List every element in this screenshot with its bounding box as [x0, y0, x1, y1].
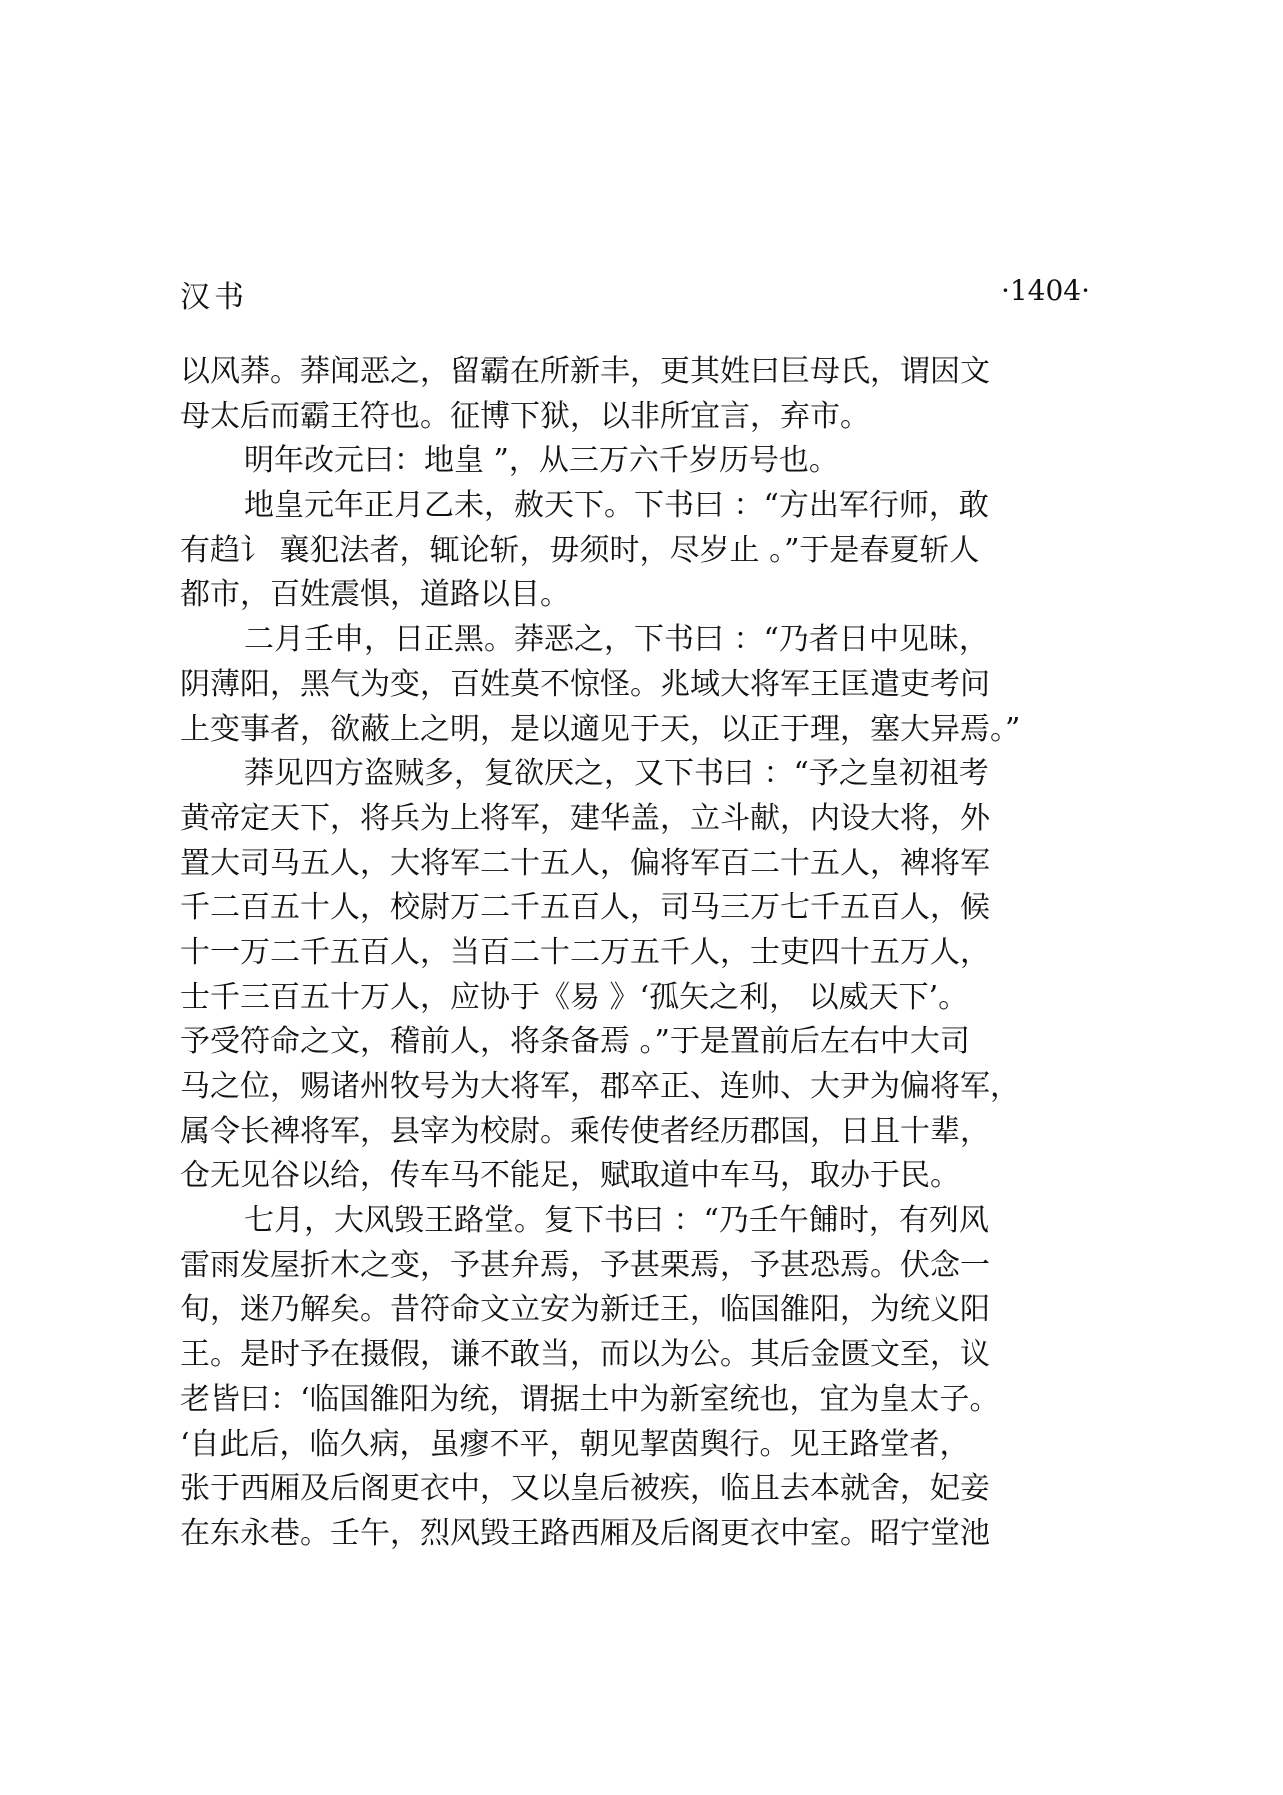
text-line: 明年改元曰：地皇 ”，从三万六千岁历号也。 [244, 443, 839, 479]
text-line: 黄帝定天下，将兵为上将军，建华盖，立斗献，内设大将，外 [180, 800, 990, 836]
text-line: 老皆曰：‘临国雒阳为统，谓据土中为新室统也，宜为皇太子。 [180, 1381, 1000, 1417]
text-line: 七月，大风毁王路堂。复下书曰 ：“乃壬午餔时，有列风 [244, 1203, 989, 1239]
text-line: 张于西厢及后阁更衣中，又以皇后被疾，临且去本就舍，妃妾 [180, 1471, 990, 1507]
text-line: 置大司马五人，大将军二十五人，偏将军百二十五人，裨将军 [180, 845, 990, 881]
text-line: 仓无见谷以给，传车马不能足，赋取道中车马，取办于民。 [180, 1158, 960, 1194]
page-header [180, 272, 1090, 315]
text-line: 十一万二千五百人，当百二十二万五千人，士吏四十五万人， [180, 934, 990, 970]
text-line: 上变事者，欲蔽上之明，是以適见于天，以正于理，塞大异焉。” [180, 711, 1021, 747]
text-line: 莽见四方盗贼多，复欲厌之，又下书曰 ：“予之皇初祖考 [244, 756, 989, 792]
page-number: ·1404· [1000, 274, 1090, 307]
text-line: 旬，迷乃解矣。昔符命文立安为新迁王，临国雒阳，为统义阳 [180, 1292, 990, 1328]
text-line: 地皇元年正月乙未，赦天下。下书曰 ：“方出军行师，敢 [244, 488, 989, 524]
text-line: 都市，百姓震惧，道路以目。 [180, 577, 570, 613]
text-line: 在东永巷。壬午，烈风毁王路西厢及后阁更衣中室。昭宁堂池 [180, 1515, 990, 1551]
text-line: 阴薄阳，黑气为变，百姓莫不惊怪。兆域大将军王匡遣吏考问 [180, 666, 990, 702]
text-line: 予受符命之文，稽前人，将条备焉 。”于是置前后左右中大司 [180, 1024, 970, 1060]
text-line: 以风莽。莽闻恶之，留霸在所新丰，更其姓曰巨母氏，谓因文 [180, 354, 990, 389]
text-line: 有趋讠 襄犯法者，辄论斩，毋须时，尽岁止 。”于是春夏斩人 [180, 532, 980, 568]
text-line: 王。是时予在摄假，谦不敢当，而以为公。其后金匮文至，议 [180, 1337, 990, 1373]
text-line: 士千三百五十万人，应协于《易 》‘孤矢之利， 以威天下’。 [180, 979, 969, 1015]
text-line: 属令长裨将军，县宰为校尉。乘传使者经历郡国，日且十辈， [180, 1113, 990, 1149]
book-title: 汉书 [180, 280, 248, 315]
text-line: 马之位，赐诸州牧号为大将军，郡卒正、连帅、大尹为偏将军， [180, 1069, 1020, 1104]
body-text [180, 350, 1080, 1557]
text-line: 千二百五十人，校尉万二千五百人，司马三万七千五百人，候 [180, 890, 990, 926]
text-line: 二月壬申，日正黑。莽恶之，下书曰 ：“乃者日中见昧， [244, 622, 989, 658]
text-line: 雷雨发屋折木之变，予甚弁焉，予甚栗焉，予甚恐焉。伏念一 [180, 1247, 990, 1283]
text-line: ‘自此后，临久病，虽瘳不平，朝见挈茵舆行。见王路堂者， [180, 1426, 970, 1462]
text-line: 母太后而霸王符也。征博下狱，以非所宜言，弃市。 [180, 398, 870, 434]
